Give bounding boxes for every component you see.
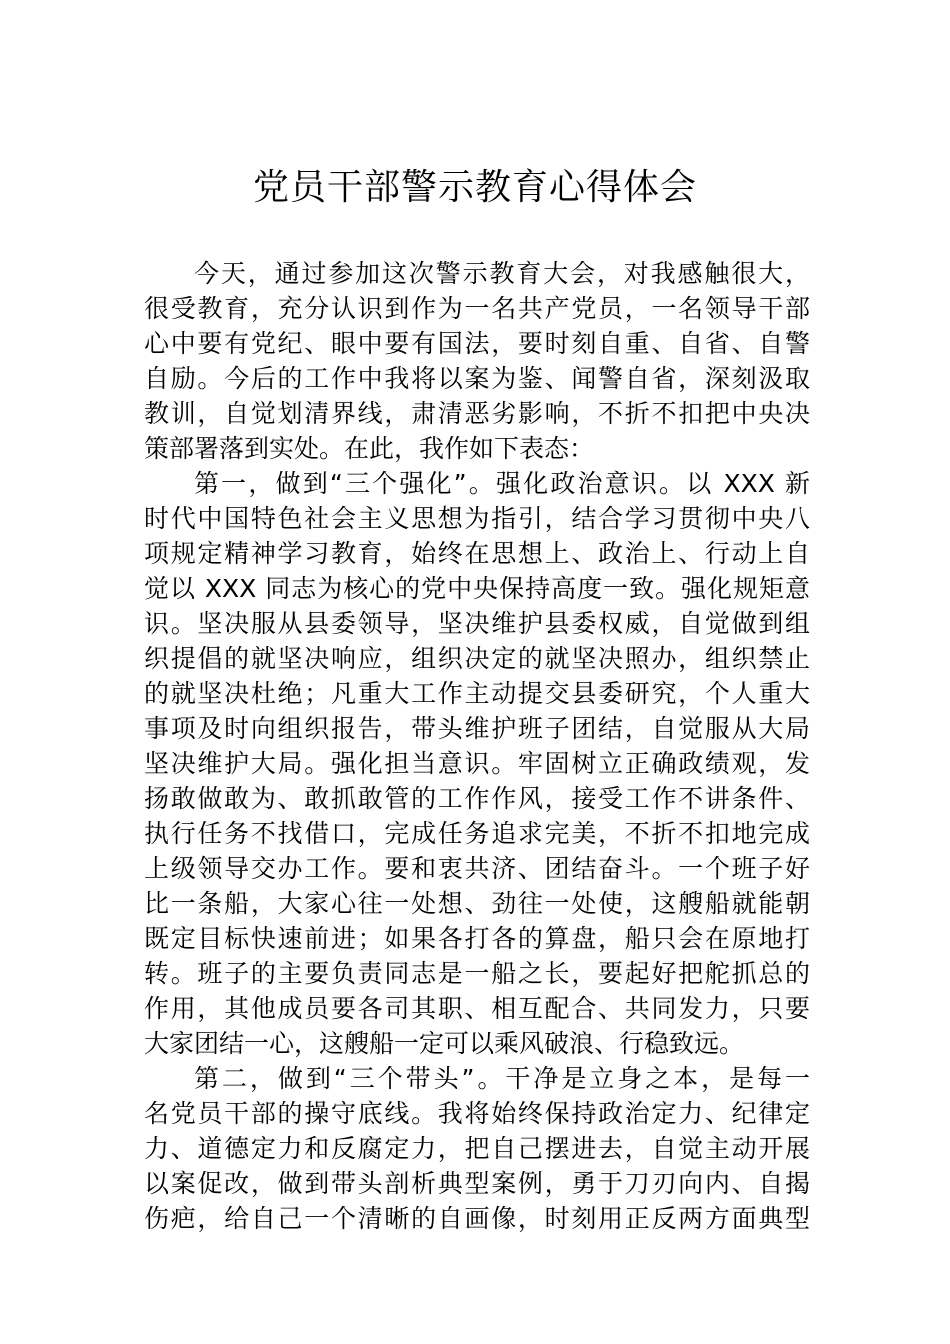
text-line: 扬敢做敢为、敢抓敢管的工作作风，接受工作不讲条件、 [144,784,810,813]
text-line: 教训，自觉划清界线，肃清恶劣影响，不折不扣把中央决 [144,399,810,428]
document-body [144,256,810,1236]
text-line: 大家团结一心，这艘船一定可以乘风破浪、行稳致远。 [144,1029,745,1058]
text-line: 很受教育，充分认识到作为一名共产党员，一名领导干部 [144,294,810,323]
document-title: 党员干部警示教育心得体会 [252,167,697,208]
text-line: 既定目标快速前进；如果各打各的算盘，船只会在原地打 [144,924,810,953]
text-line: 伤疤，给自己一个清晰的自画像，时刻用正反两方面典型 [144,1204,810,1233]
text-line: 第一，做到“三个强化”。强化政治意识。以 XXX 新 [194,469,810,498]
text-line: 织提倡的就坚决响应，组织决定的就坚决照办，组织禁止 [144,644,810,673]
text-line: 觉以 XXX 同志为核心的党中央保持高度一致。强化规矩意 [144,574,810,603]
text-line: 作用，其他成员要各司其职、相互配合、共同发力，只要 [144,994,810,1023]
text-line: 上级领导交办工作。要和衷共济、团结奋斗。一个班子好 [144,854,810,883]
text-line: 执行任务不找借口，完成任务追求完美，不折不扣地完成 [144,819,810,848]
text-line: 时代中国特色社会主义思想为指引，结合学习贯彻中央八 [144,504,810,533]
text-line: 策部署落到实处。在此，我作如下表态： [144,434,595,463]
text-line: 名党员干部的操守底线。我将始终保持政治定力、纪律定 [144,1099,810,1128]
text-line: 第二，做到“三个带头”。干净是立身之本，是每一 [194,1064,810,1093]
text-line: 事项及时向组织报告，带头维护班子团结，自觉服从大局 [144,714,810,743]
text-line: 比一条船，大家心往一处想、劲往一处使，这艘船就能朝 [144,889,810,918]
text-line: 的就坚决杜绝；凡重大工作主动提交县委研究，个人重大 [144,679,810,708]
text-line: 识。坚决服从县委领导，坚决维护县委权威，自觉做到组 [144,609,810,638]
text-line: 坚决维护大局。强化担当意识。牢固树立正确政绩观，发 [144,749,810,778]
text-line: 心中要有党纪、眼中要有国法，要时刻自重、自省、自警 [144,329,810,358]
text-line: 力、道德定力和反腐定力，把自己摆进去，自觉主动开展 [144,1134,810,1163]
text-line: 自励。今后的工作中我将以案为鉴、闻警自省，深刻汲取 [144,364,810,393]
text-line: 以案促改，做到带头剖析典型案例，勇于刀刃向内、自揭 [144,1169,810,1198]
text-line: 转。班子的主要负责同志是一船之长，要起好把舵抓总的 [144,959,810,988]
text-line: 项规定精神学习教育，始终在思想上、政治上、行动上自 [144,539,810,568]
text-line: 今天，通过参加这次警示教育大会，对我感触很大， [194,259,810,288]
